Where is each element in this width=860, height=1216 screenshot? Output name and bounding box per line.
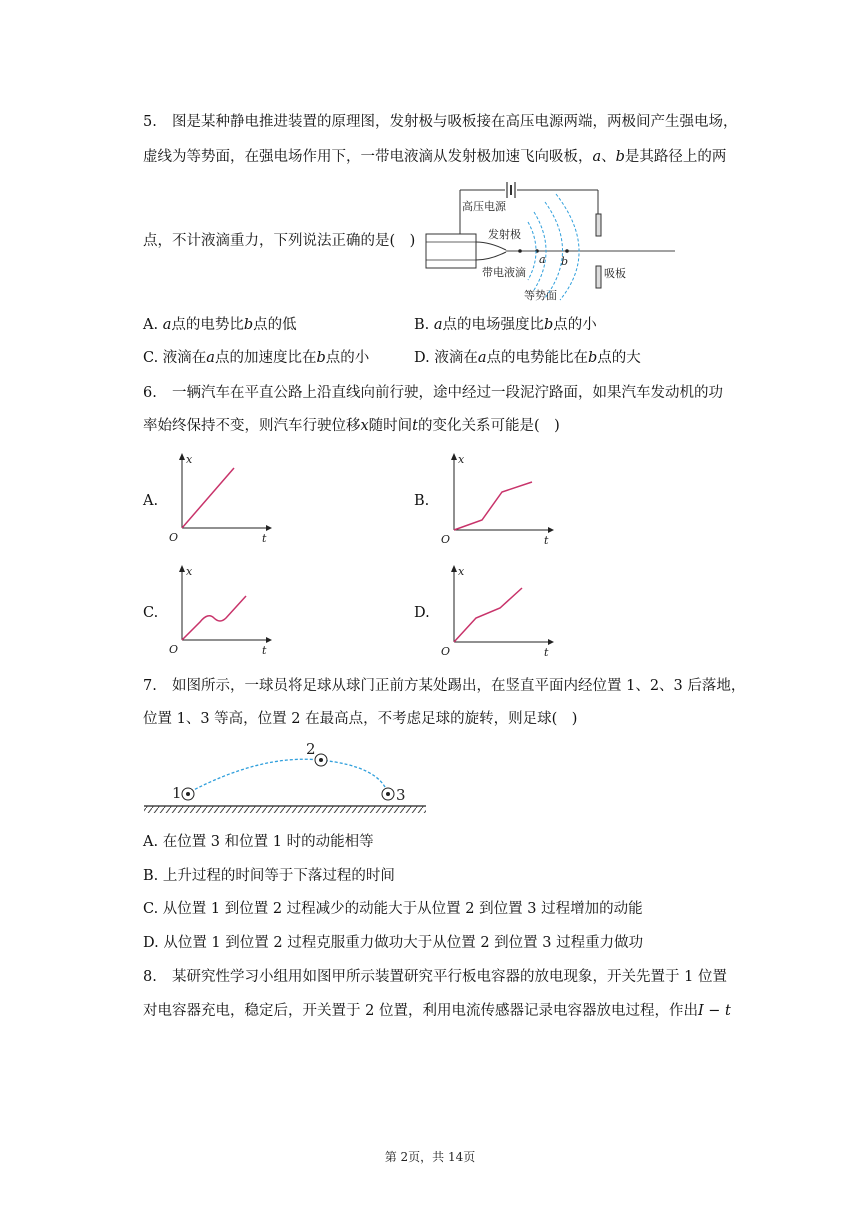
svg-text:t: t	[262, 644, 267, 657]
q7-stem-line1: 如图所示，一球员将足球从球门正前方某处踢出，在竖直平面内经位置 1、2、3 后落地，	[172, 678, 746, 694]
q5-option-c: C. 液滴在𝑎点的加速度比在𝑏点的小	[143, 350, 370, 366]
q6-number: 6.	[143, 385, 157, 401]
q6-stem-line1: 一辆汽车在平直公路上沿直线向前行驶，途中经过一段泥泞路面，如果汽车发动机的功	[172, 385, 723, 401]
q8-number: 8.	[143, 969, 157, 985]
q6-graph-d	[438, 562, 558, 662]
q5-option-a: A. 𝑎点的电势比𝑏点的低	[143, 317, 297, 333]
q5-stem-line2: 虚线为等势面，在强电场作用下，一带电液滴从发射极加速飞向吸板，𝑎、𝑏是其路径上的两	[143, 149, 727, 165]
position-2-label: 2	[306, 740, 316, 758]
q5-stem-line3: 点，不计液滴重力，下列说法正确的是( )	[143, 233, 416, 249]
svg-text:O: O	[441, 645, 451, 658]
svg-text:t: t	[544, 646, 549, 659]
position-1-label: 1	[172, 784, 182, 802]
q8-stem-line1: 某研究性学习小组用如图甲所示装置研究平行板电容器的放电现象，开关先置于 1 位置	[172, 969, 727, 985]
q6-option-c-label: C.	[143, 605, 159, 621]
q5-option-b: B. 𝑎点的电场强度比𝑏点的小	[414, 317, 597, 333]
svg-text:t: t	[262, 532, 267, 545]
q5-option-d: D. 液滴在𝑎点的电势能比在𝑏点的大	[414, 350, 641, 366]
svg-text:O: O	[169, 643, 179, 656]
point-b-label: b	[561, 255, 569, 268]
q7-figure-football-trajectory	[140, 736, 430, 818]
droplet-label: 带电液滴	[482, 266, 526, 279]
q6-option-a-label: A.	[143, 493, 159, 509]
emitter-label: 发射极	[488, 228, 521, 241]
svg-text:x: x	[186, 565, 193, 578]
svg-text:x: x	[458, 565, 465, 578]
plate-label: 吸板	[604, 267, 626, 280]
q7-number: 7.	[143, 678, 157, 694]
position-3-label: 3	[396, 786, 406, 804]
point-a-label: a	[539, 253, 546, 266]
q7-option-b: B. 上升过程的时间等于下落过程的时间	[143, 868, 395, 884]
svg-text:O: O	[441, 533, 451, 546]
q5-stem-line1: 图是某种静电推进装置的原理图，发射极与吸板接在高压电源两端，两极间产生强电场，	[172, 114, 738, 130]
svg-text:x: x	[186, 453, 193, 466]
equipotential-label: 等势面	[524, 289, 557, 302]
q7-option-d: D. 从位置 1 到位置 2 过程克服重力做功大于从位置 2 到位置 3 过程重力做功	[143, 935, 644, 951]
q6-stem-line2: 率始终保持不变，则汽车行驶位移𝑥随时间𝑡的变化关系可能是( )	[143, 418, 560, 434]
q6-graph-c	[166, 562, 276, 662]
power-supply-label: 高压电源	[462, 200, 506, 213]
svg-text:x: x	[458, 453, 465, 466]
q6-graph-b	[438, 450, 558, 550]
svg-text:t: t	[544, 534, 549, 547]
q6-graph-a	[166, 450, 276, 550]
q8-stem-line2: 对电容器充电，稳定后，开关置于 2 位置，利用电流传感器记录电容器放电过程，作出𝐼 − 𝑡	[143, 1003, 731, 1019]
q7-option-c: C. 从位置 1 到位置 2 过程减少的动能大于从位置 2 到位置 3 过程增加的动能	[143, 901, 643, 917]
q6-option-d-label: D.	[414, 605, 430, 621]
page-footer: 第 2页，共 14页	[384, 1150, 476, 1164]
q7-option-a: A. 在位置 3 和位置 1 时的动能相等	[143, 834, 374, 850]
q5-number: 5.	[143, 114, 157, 130]
q5-figure-electrostatic-thruster	[420, 172, 680, 302]
q6-option-b-label: B.	[414, 493, 430, 509]
svg-text:O: O	[169, 531, 179, 544]
q7-stem-line2: 位置 1、3 等高，位置 2 在最高点，不考虑足球的旋转，则足球( )	[143, 711, 578, 727]
